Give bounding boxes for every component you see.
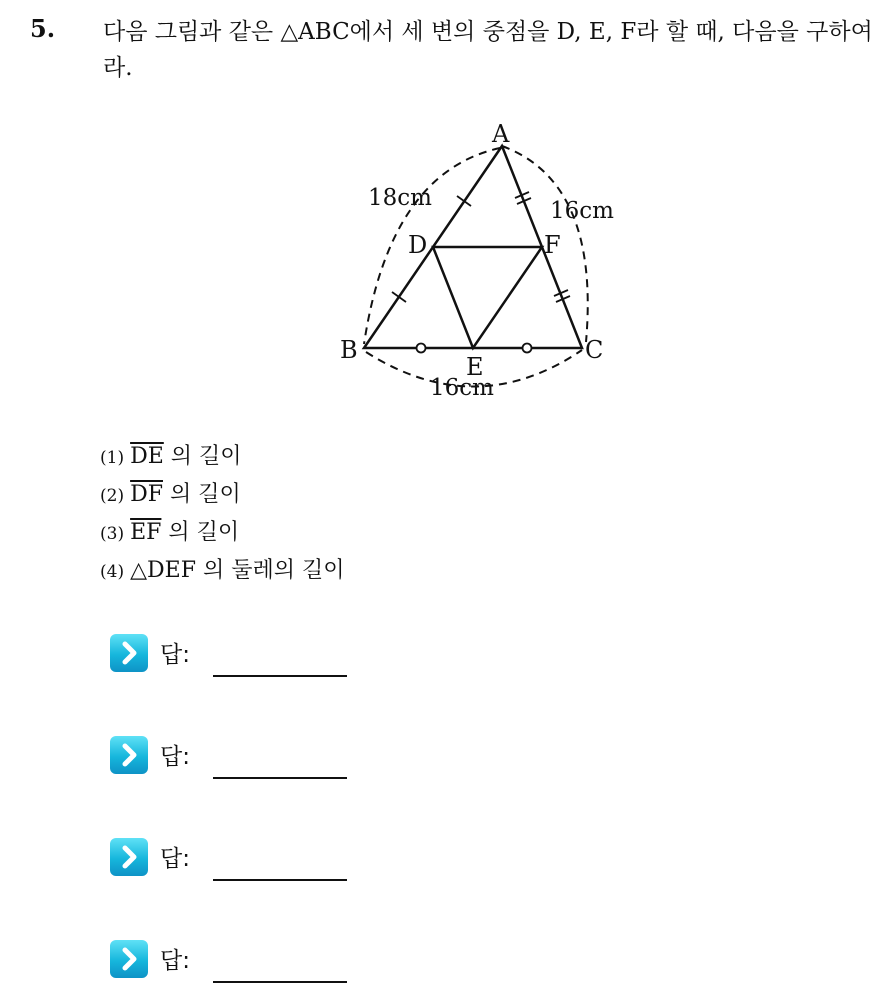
length-label-ab: 18cm [368,185,432,211]
answer-label: 답: [160,744,190,770]
subquestion-text: 의 길이 [163,444,242,469]
answer-row-4 [110,940,370,984]
triangle-figure [330,112,630,402]
chevron-right-icon [110,736,148,774]
subquestion-4 [100,552,344,590]
segment-de: $\overline{DE}$ [130,444,164,469]
length-label-ac: 16cm [550,198,614,224]
vertex-label-d: D [408,231,428,259]
subquestion-3 [100,514,344,552]
tick-ad [457,196,471,206]
subquestion-number: (1) [100,448,125,468]
answer-row-1 [110,634,370,678]
answer-label: 답: [160,846,190,872]
segment-ef: $\overline{EF}$ [130,520,162,545]
chevron-right-icon [110,634,148,672]
chevron-right-icon [110,940,148,978]
answer-label: 답: [160,948,190,974]
subquestion-number: (3) [100,524,125,544]
subquestion-text: 의 길이 [161,520,240,545]
subquestion-text: 의 둘레의 길이 [195,558,345,583]
answer-blank[interactable] [213,981,347,983]
subquestion-prefix: △DEF [130,558,196,583]
mark-be [417,344,426,353]
vertex-label-a: A [492,120,510,148]
answer-row-3 [110,838,370,882]
chevron-right-icon [110,838,148,876]
subquestion-number: (4) [100,562,125,582]
answer-label: 답: [160,642,190,668]
tick-db [392,292,406,302]
vertex-label-f: F [544,231,561,259]
subquestion-text: 의 길이 [163,482,241,507]
answer-blank[interactable] [213,675,347,677]
vertex-label-c: C [585,336,604,364]
subquestion-list [100,438,344,590]
triangle-def [433,247,542,348]
answer-blank[interactable] [213,777,347,779]
subquestion-number: (2) [100,486,125,506]
subquestion-1 [100,438,344,476]
question-number: 5. [30,14,56,43]
segment-df: $\overline{DF}$ [130,482,163,507]
question-stem: 다음 그림과 같은 △ABC에서 세 변의 중점을 D, E, F라 할 때, 다음을 구하여라. [103,19,873,81]
mark-ec [523,344,532,353]
vertex-label-b: B [340,336,358,364]
answer-blank[interactable] [213,879,347,881]
subquestion-2 [100,476,344,514]
answer-row-2 [110,736,370,780]
length-label-bc: 16cm [430,375,494,401]
vertex-label-e: E [466,353,484,381]
